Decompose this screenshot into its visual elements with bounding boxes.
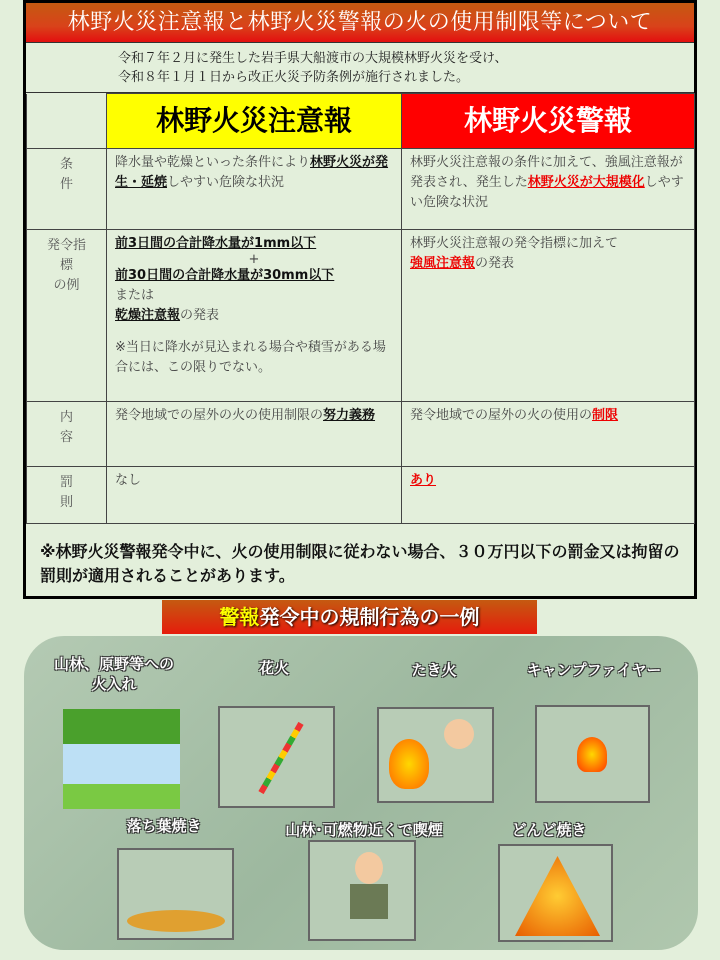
intro-line: 令和８年１月１日から改正火災予防条例が施行されました。	[118, 70, 470, 85]
intro-line: 令和７年２月に発生した岩手県大船渡市の大規模林野火災を受け、	[118, 51, 508, 66]
comparison-table	[26, 93, 695, 524]
content-warning: 発令地域での屋外の火の使用の制限	[402, 402, 695, 467]
row-label-content: 内 容	[27, 402, 107, 467]
penalty-warning: あり	[402, 467, 695, 524]
example-label: たき火	[411, 661, 457, 679]
empty-header	[27, 94, 107, 149]
forest-illustration	[63, 709, 180, 809]
campfire-illustration	[535, 705, 650, 803]
example-label: 山林･可燃物近くで喫煙	[285, 821, 443, 839]
intro-text	[26, 43, 694, 93]
content-caution: 発令地域での屋外の火の使用制限の努力義務	[107, 402, 402, 467]
indicator-caution: 前3日間の合計降水量が1mm以下 + 前30日間の合計降水量が30mm以下 または 乾燥注意報の発表 ※当日に降水が見込まれる場合や積雪がある場合には、この限りでない。	[107, 230, 402, 402]
penalty-note: ※林野火災警報発令中に、火の使用制限に従わない場合、３０万円以下の罰金又は拘留の罰則が適用されることがあります。	[40, 542, 680, 585]
fire-restriction-table	[23, 0, 697, 599]
example-label: 花火	[258, 659, 289, 677]
example-label: どんど焼き	[511, 821, 587, 839]
condition-warning: 林野火災注意報の条件に加えて、強風注意報が発表され、発生した林野火災が大規模化しやすい危険な状況	[402, 149, 695, 230]
page-title: 林野火災注意報と林野火災警報の火の使用制限等について	[26, 3, 694, 43]
bonfire-illustration	[377, 707, 494, 803]
smoking-illustration	[308, 840, 416, 941]
examples-banner: 警報発令中の規制行為の一例	[162, 600, 537, 634]
header-caution: 林野火災注意報	[107, 94, 402, 149]
leaf-burning-illustration	[117, 848, 234, 940]
penalty-caution: なし	[107, 467, 402, 524]
condition-caution: 降水量や乾燥といった条件により林野火災が発生・延焼しやすい危険な状況	[107, 149, 402, 230]
row-label-penalty: 罰 則	[27, 467, 107, 524]
row-label-indicator: 発令指 標 の例	[27, 230, 107, 402]
example-label: 落ち葉焼き	[126, 817, 202, 835]
indicator-warning: 林野火災注意報の発令指標に加えて 強風注意報の発表	[402, 230, 695, 402]
example-label: 山林、原野等への火入れ	[54, 655, 175, 693]
fireworks-illustration	[218, 706, 335, 808]
examples-panel	[24, 636, 698, 950]
header-warning: 林野火災警報	[402, 94, 695, 149]
example-label: キャンプファイヤー	[526, 661, 662, 679]
row-label-condition: 条 件	[27, 149, 107, 230]
dondo-yaki-illustration	[498, 844, 613, 942]
